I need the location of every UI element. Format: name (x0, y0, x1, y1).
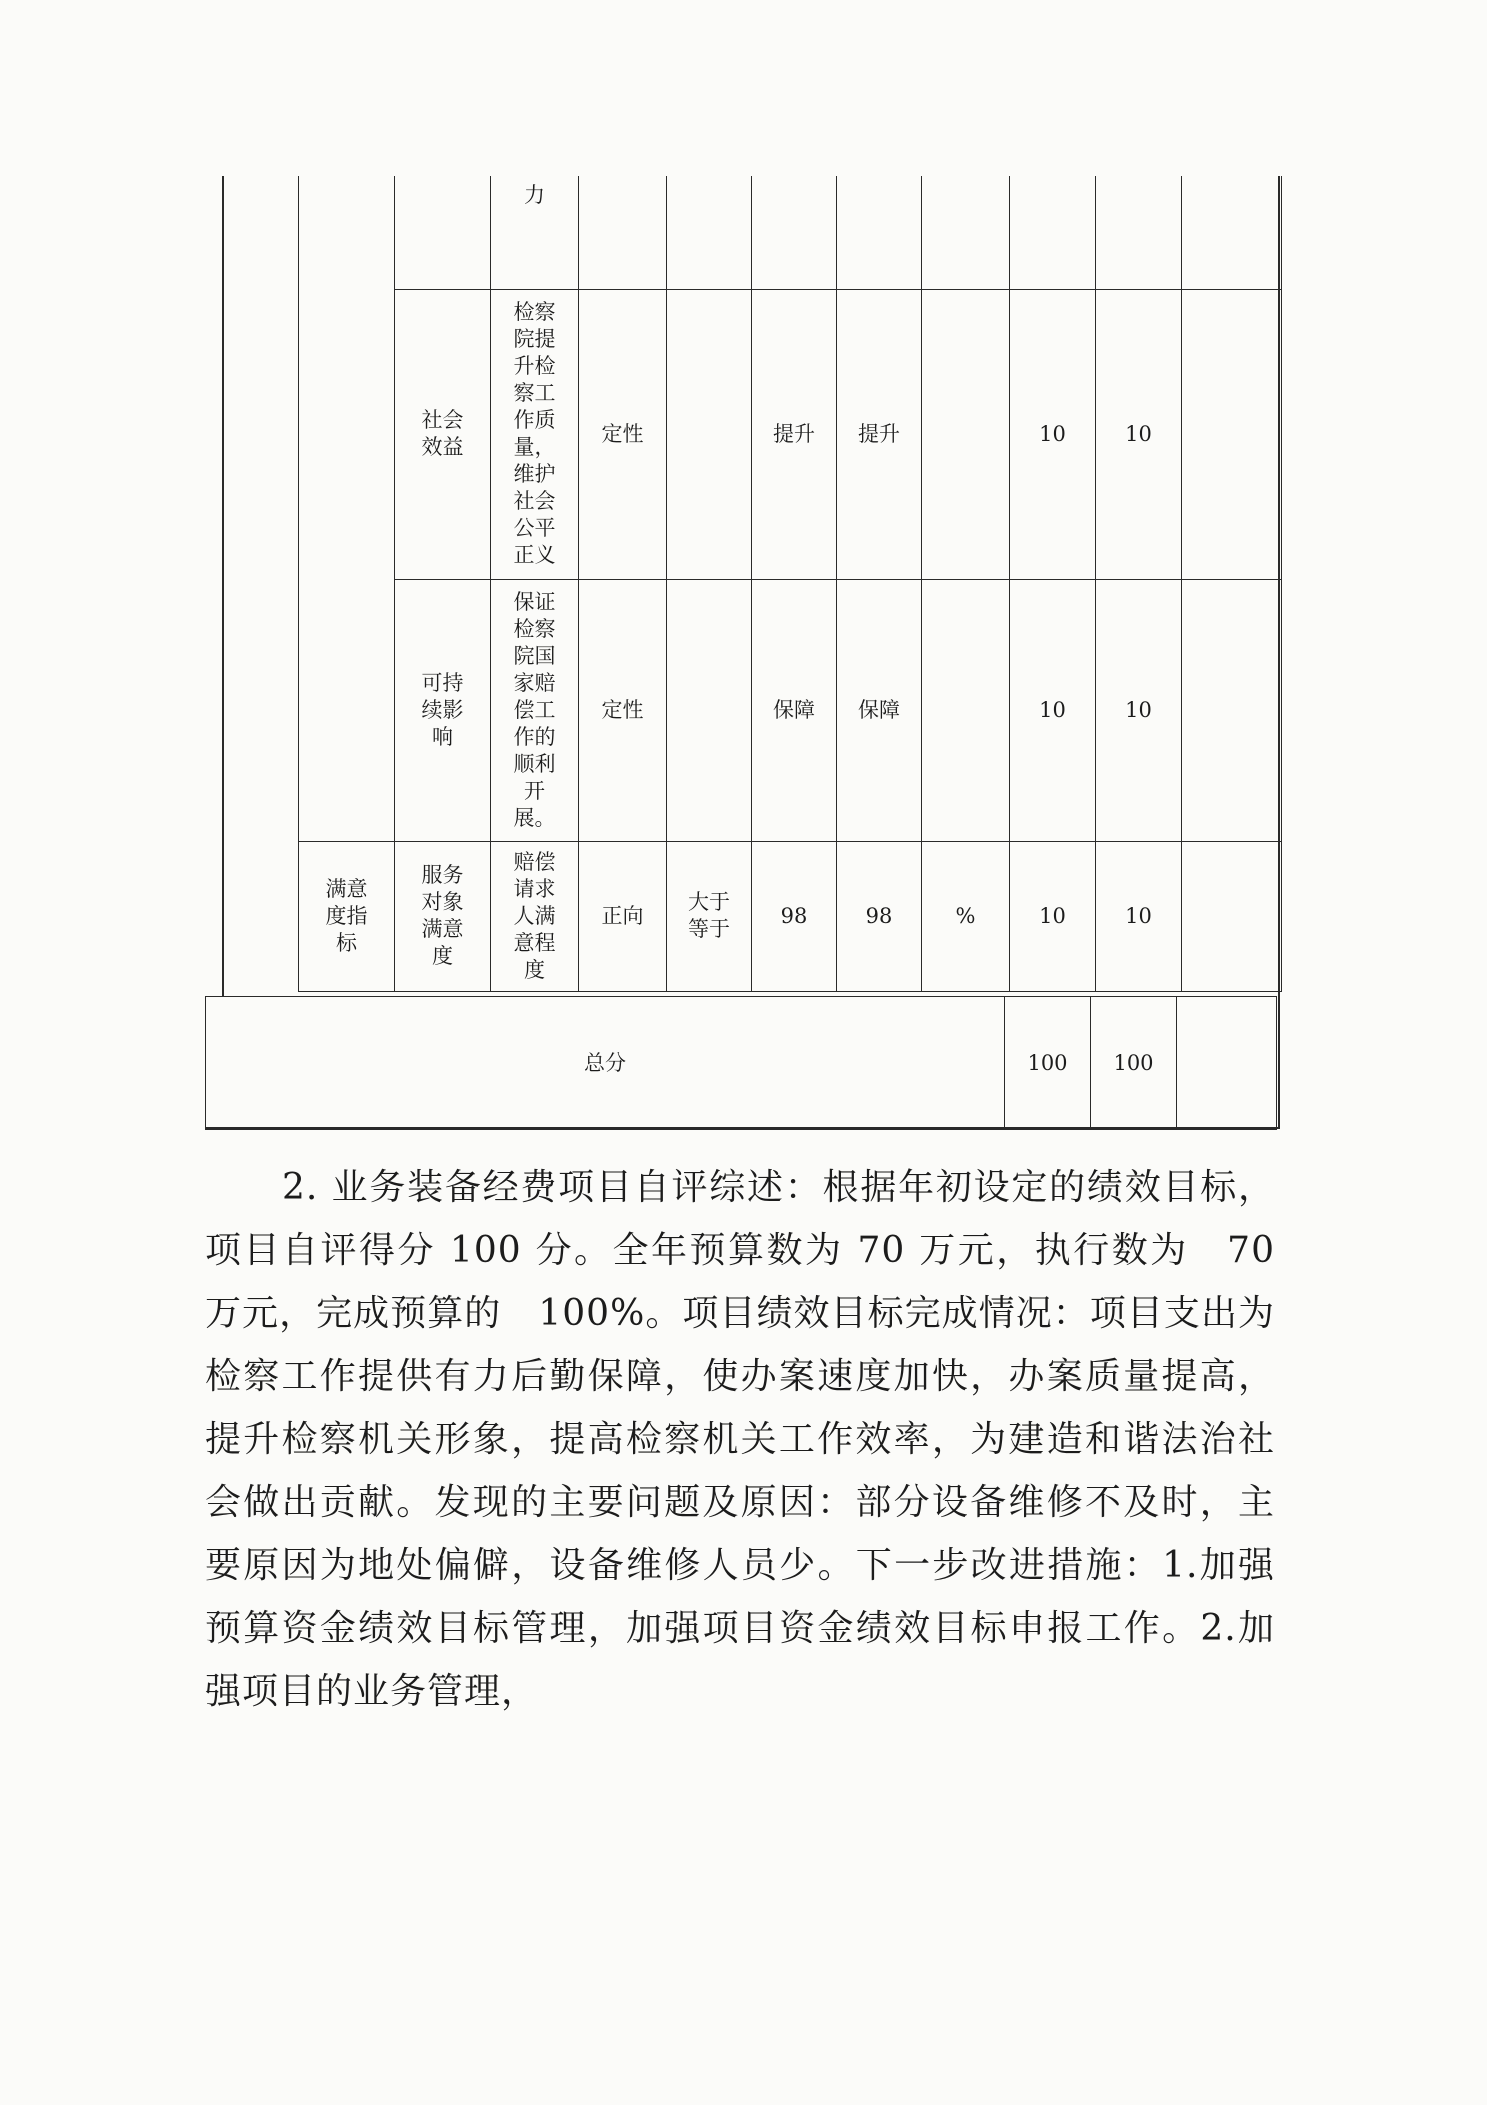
cell-actual (837, 176, 922, 289)
cell-unit (922, 289, 1010, 579)
cell-level3 (491, 579, 579, 841)
cell-level2 (395, 289, 491, 579)
cell-level3-text: 赔偿请求人满意程度 (513, 849, 556, 982)
cell-level1 (299, 176, 395, 841)
total-table (205, 996, 1277, 1130)
cell-actual: 保障 (837, 579, 922, 841)
summary-paragraph (205, 1156, 1275, 1723)
cell-unit (922, 176, 1010, 289)
cell-note (1182, 841, 1282, 991)
cell-score: 10 (1096, 289, 1182, 579)
cell-unit: % (922, 841, 1010, 991)
table-left-rule (222, 176, 224, 996)
total-label: 总分 (206, 997, 1005, 1130)
cell-weight: 10 (1010, 579, 1096, 841)
cell-weight: 10 (1010, 289, 1096, 579)
cell-unit (922, 579, 1010, 841)
cell-level3 (491, 841, 579, 991)
cell-target: 98 (752, 841, 837, 991)
cell-compare (667, 289, 752, 579)
cell-level3-text: 力 (524, 183, 545, 207)
cell-level2-text: 社会效益 (421, 408, 464, 459)
cell-level2-text: 可持续影响 (421, 670, 464, 749)
table-row (299, 176, 1282, 289)
table-row (299, 289, 1282, 579)
cell-score: 10 (1096, 841, 1182, 991)
cell-level1-text: 满意度指标 (325, 876, 368, 955)
summary-paragraph-text: 2. 业务装备经费项目自评综述：根据年初设定的绩效目标，项目自评得分 100 分。全年预算数为 70 万元，执行数为 70 万元，完成预算的 100%。项目绩效目标完成情况：项目支出为检察工作提供有力后勤保障，使办案速度加快，办案质量提高，提升检察机关形象，提高检察机关工作效率，为建造和谐法治社会做出贡献。发现的主要问题及原因：部分设备维修不及时，主要原因为地处偏僻，设备维修人员少。下一步改进措施：1.加强预算资金绩效目标管理，加强项目资金绩效目标申报工作。2.加强项目的业务管理， (205, 1167, 1275, 1712)
cell-actual: 提升 (837, 289, 922, 579)
cell-level3-text: 检察院提升检察工作质量，维护社会公平正义 (513, 300, 556, 567)
table-row (299, 841, 1282, 991)
cell-weight: 10 (1010, 841, 1096, 991)
total-note (1177, 997, 1277, 1130)
cell-level2 (395, 176, 491, 289)
cell-nature (579, 176, 667, 289)
total-score: 100 (1091, 997, 1177, 1130)
cell-note (1182, 579, 1282, 841)
cell-compare (667, 579, 752, 841)
cell-nature: 正向 (579, 841, 667, 991)
cell-nature: 定性 (579, 579, 667, 841)
cell-level2 (395, 841, 491, 991)
cell-note (1182, 289, 1282, 579)
cell-target: 保障 (752, 579, 837, 841)
cell-level3 (491, 289, 579, 579)
cell-target: 提升 (752, 289, 837, 579)
cell-compare-text: 大于等于 (688, 890, 730, 941)
cell-level3 (491, 176, 579, 289)
cell-level2-text: 服务对象满意度 (421, 863, 464, 968)
cell-note (1182, 176, 1282, 289)
cell-level3-text: 保证检察院国家赔偿工作的顺利开展。 (513, 589, 556, 830)
cell-score: 10 (1096, 579, 1182, 841)
cell-nature: 定性 (579, 289, 667, 579)
cell-compare (667, 176, 752, 289)
cell-actual: 98 (837, 841, 922, 991)
cell-target (752, 176, 837, 289)
cell-level1 (299, 841, 395, 991)
cell-level2 (395, 579, 491, 841)
total-row (206, 997, 1277, 1130)
total-weight: 100 (1005, 997, 1091, 1130)
cell-weight (1010, 176, 1096, 289)
performance-table (298, 176, 1282, 992)
cell-score (1096, 176, 1182, 289)
table-row (299, 579, 1282, 841)
cell-compare (667, 841, 752, 991)
